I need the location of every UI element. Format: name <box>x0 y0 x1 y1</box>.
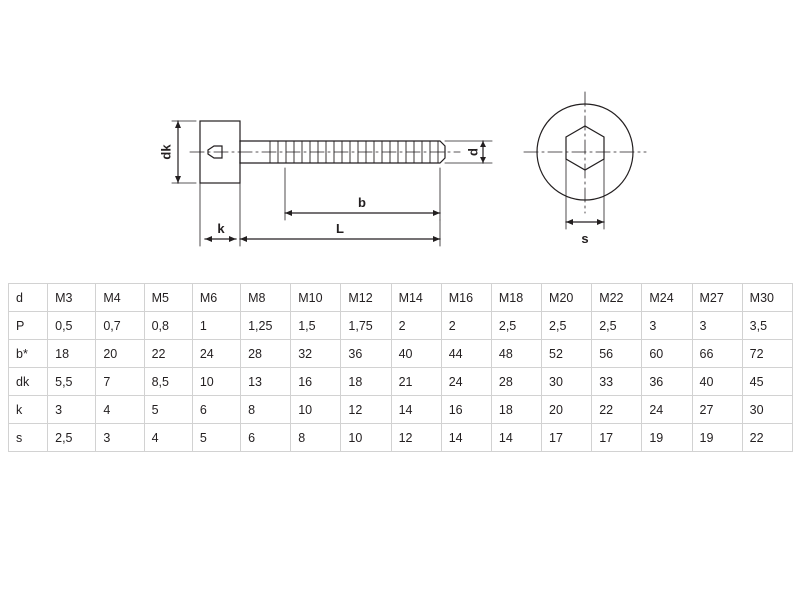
table-row <box>9 396 793 424</box>
table-cell: 17 <box>592 424 642 452</box>
table-cell: 28 <box>491 368 541 396</box>
table-cell: M8 <box>241 284 291 312</box>
table-row <box>9 424 793 452</box>
table-cell: 19 <box>642 424 692 452</box>
table-cell: 5,5 <box>48 368 96 396</box>
label-d: d <box>465 148 481 156</box>
table-cell: 18 <box>341 368 391 396</box>
table-cell: 0,8 <box>144 312 192 340</box>
table-cell: 3 <box>642 312 692 340</box>
table-cell: 10 <box>341 424 391 452</box>
table-cell: M16 <box>441 284 491 312</box>
table-cell: 36 <box>642 368 692 396</box>
table-cell: 44 <box>441 340 491 368</box>
label-b: b <box>358 195 366 210</box>
table-cell: 19 <box>692 424 742 452</box>
table-cell: M5 <box>144 284 192 312</box>
label-k: k <box>217 221 225 236</box>
table-cell: 24 <box>192 340 240 368</box>
table-cell: 20 <box>542 396 592 424</box>
table-row <box>9 368 793 396</box>
table-cell: 22 <box>592 396 642 424</box>
table-cell: 24 <box>441 368 491 396</box>
table-cell: 5 <box>192 424 240 452</box>
table-cell: 52 <box>542 340 592 368</box>
table-cell: 2 <box>391 312 441 340</box>
table-cell: 40 <box>692 368 742 396</box>
table-cell: M10 <box>291 284 341 312</box>
table-cell: M30 <box>742 284 792 312</box>
table-cell: 56 <box>592 340 642 368</box>
table-cell: 1,5 <box>291 312 341 340</box>
label-dk: dk <box>158 144 174 160</box>
table-cell: 30 <box>742 396 792 424</box>
table-cell: 6 <box>192 396 240 424</box>
table-cell: 3 <box>96 424 144 452</box>
table-cell: 18 <box>491 396 541 424</box>
table-cell: M22 <box>592 284 642 312</box>
table-cell: 21 <box>391 368 441 396</box>
row-header: k <box>9 396 48 424</box>
table-cell: 28 <box>241 340 291 368</box>
dim-k <box>200 183 236 246</box>
table-cell: M24 <box>642 284 692 312</box>
top-view-centerlines <box>524 92 646 213</box>
table-cell: 16 <box>291 368 341 396</box>
row-header: b* <box>9 340 48 368</box>
table-cell: 12 <box>341 396 391 424</box>
table-cell: 5 <box>144 396 192 424</box>
table-cell: 3 <box>48 396 96 424</box>
table-cell: 45 <box>742 368 792 396</box>
table-cell: 36 <box>341 340 391 368</box>
table-cell: 6 <box>241 424 291 452</box>
table-cell: 1 <box>192 312 240 340</box>
table-cell: 4 <box>96 396 144 424</box>
table-cell: M18 <box>491 284 541 312</box>
table-cell: 4 <box>144 424 192 452</box>
screw-drawing-svg <box>0 0 800 275</box>
table-cell: 60 <box>642 340 692 368</box>
table-cell: 17 <box>542 424 592 452</box>
table-cell: 7 <box>96 368 144 396</box>
table-cell: M3 <box>48 284 96 312</box>
table-cell: 8 <box>291 424 341 452</box>
table-cell: 3,5 <box>742 312 792 340</box>
table-cell: 27 <box>692 396 742 424</box>
table-cell: 0,7 <box>96 312 144 340</box>
table-cell: 8,5 <box>144 368 192 396</box>
table-cell: 2,5 <box>48 424 96 452</box>
specification-table <box>8 283 793 452</box>
table-cell: 1,75 <box>341 312 391 340</box>
table-cell: 22 <box>742 424 792 452</box>
table-cell: 40 <box>391 340 441 368</box>
table-row <box>9 312 793 340</box>
table-cell: 2 <box>441 312 491 340</box>
table-cell: 2,5 <box>592 312 642 340</box>
table-cell: 14 <box>491 424 541 452</box>
table-cell: 24 <box>642 396 692 424</box>
table-cell: 14 <box>441 424 491 452</box>
table-cell: 10 <box>291 396 341 424</box>
table-cell: 12 <box>391 424 441 452</box>
table-cell: 0,5 <box>48 312 96 340</box>
label-L: L <box>336 221 344 236</box>
table-cell: 33 <box>592 368 642 396</box>
table-cell: 32 <box>291 340 341 368</box>
table-row <box>9 340 793 368</box>
table-cell: 2,5 <box>542 312 592 340</box>
table-cell: 1,25 <box>241 312 291 340</box>
table-cell: 16 <box>441 396 491 424</box>
row-header: s <box>9 424 48 452</box>
table-cell: 18 <box>48 340 96 368</box>
table-cell: 10 <box>192 368 240 396</box>
table-cell: M6 <box>192 284 240 312</box>
table-cell: M12 <box>341 284 391 312</box>
table-cell: 14 <box>391 396 441 424</box>
dim-b <box>285 168 440 220</box>
label-s: s <box>581 231 589 246</box>
table-cell: 22 <box>144 340 192 368</box>
table-cell: 13 <box>241 368 291 396</box>
table-cell: 8 <box>241 396 291 424</box>
row-header: d <box>9 284 48 312</box>
table-row <box>9 284 793 312</box>
table-cell: M14 <box>391 284 441 312</box>
table-cell: 2,5 <box>491 312 541 340</box>
row-header: dk <box>9 368 48 396</box>
table-cell: 20 <box>96 340 144 368</box>
row-header: P <box>9 312 48 340</box>
table-cell: 72 <box>742 340 792 368</box>
table-cell: 3 <box>692 312 742 340</box>
table-cell: 66 <box>692 340 742 368</box>
table-cell: 30 <box>542 368 592 396</box>
table-cell: M27 <box>692 284 742 312</box>
technical-drawing <box>0 0 800 275</box>
table-cell: M4 <box>96 284 144 312</box>
table-cell: 48 <box>491 340 541 368</box>
table-cell: M20 <box>542 284 592 312</box>
dim-L <box>240 183 440 246</box>
